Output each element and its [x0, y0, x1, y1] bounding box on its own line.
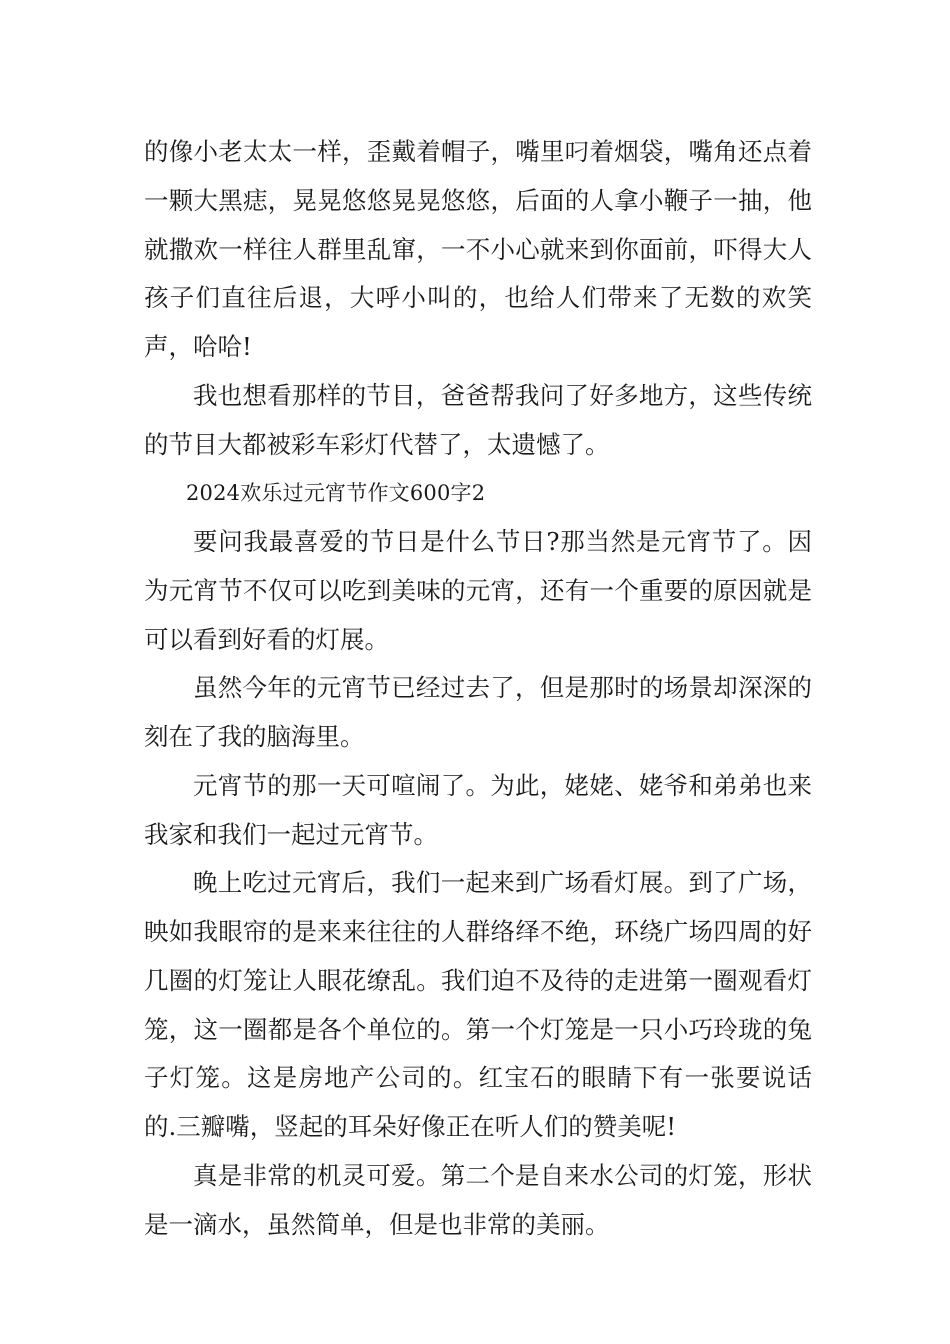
section-title: 2024欢乐过元宵节作文600字2 — [186, 481, 486, 506]
paragraph: 虽然今年的元宵节已经过去了，但是那时的场景却深深的刻在了我的脑海里。 — [144, 673, 812, 751]
paragraph: 真是非常的机灵可爱。第二个是自来水公司的灯笼，形状是一滴水，虽然简单，但是也非常的美丽。 — [144, 1160, 812, 1239]
paragraph: 晚上吃过元宵后，我们一起来到广场看灯展。到了广场，映如我眼帘的是来来往往的人群络绎不绝，环绕广场四周的好几圈的灯笼让人眼花缭乱。我们迫不及待的走进第一圈观看灯笼，这一圈都是各个单位的。第一个灯笼是一只小巧玲珑的兔子灯笼。这是房地产公司的。红宝石的眼睛下有一张要说话的.三瓣嘴，竖起的耳朵好像正在听人们的赞美呢! — [144, 868, 812, 1141]
paragraph-continued: 的像小老太太一样，歪戴着帽子，嘴里叼着烟袋，嘴角还点着一颗大黑痣，晃晃悠悠晃晃悠悠，后面的人拿小鞭子一抽，他就撒欢一样往人群里乱窜，一不小心就来到你面前，吓得大人孩子们直往后退，大呼小叫的，也给人们带来了无数的欢笑声，哈哈! — [144, 137, 812, 361]
document-body — [144, 128, 812, 1249]
paragraph: 要问我最喜爱的节日是什么节日?那当然是元宵节了。因为元宵节不仅可以吃到美味的元宵，还有一个重要的原因就是可以看到好看的灯展。 — [144, 527, 812, 654]
paragraph: 我也想看那样的节目，爸爸帮我问了好多地方，这些传统的节目大都被彩车彩灯代替了，太遗憾了。 — [144, 380, 812, 459]
paragraph: 元宵节的那一天可喧闹了。为此，姥姥、姥爷和弟弟也来我家和我们一起过元宵节。 — [144, 770, 812, 849]
